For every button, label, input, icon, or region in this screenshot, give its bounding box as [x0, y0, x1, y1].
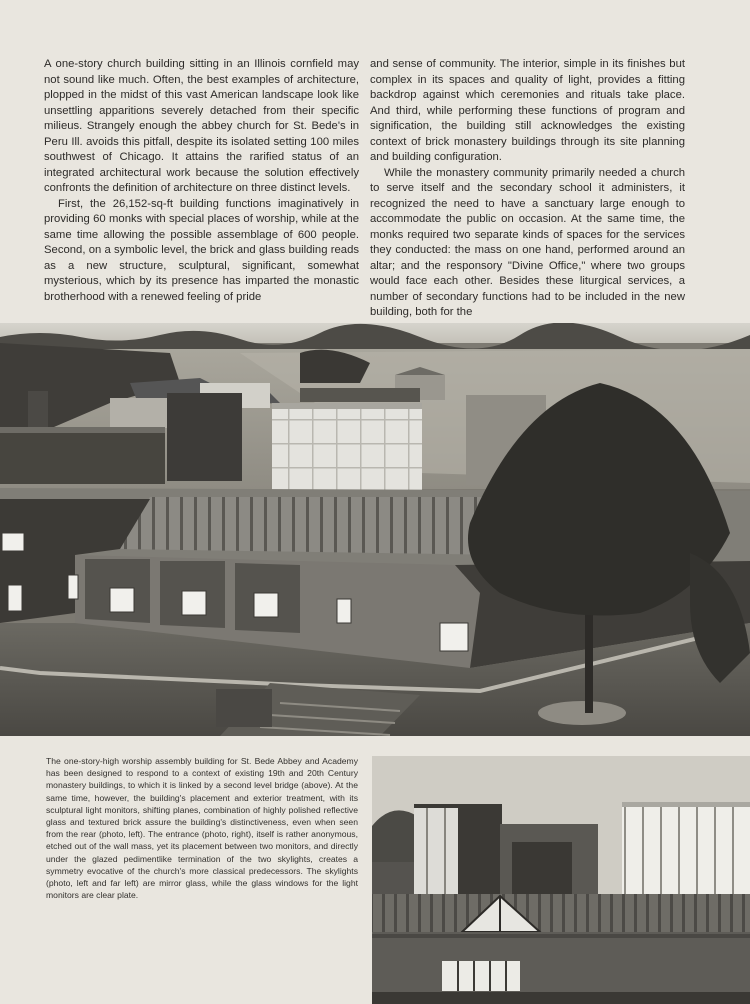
article-paragraph: While the monastery community primarily needed a church to serve itself and the secondary school it administers, it recognized the need to have a sanctuary large enough to accommodate the public on occasion. At the same time, the monks required two separate kinds of spaces for the services they conducted: the mass on one hand, performed around an altar; and the responsory "Divine Office," where two groups would face each other. Besides these liturgical services, a number of secondary functions had to be included in the new building, both for the: [370, 166, 685, 318]
abbey-church-aerial-photo: [0, 323, 750, 736]
photo-caption: The one-story-high worship assembly building for St. Bede Abbey and Academy has been designed to respond to a context of existing 19th and 20th Century monastery buildings, to which it is linked by a second level bridge (above). At the same time, however, the building's placement and exterior treatment, with its sculptural light monitors, shifting planes, combination of highly polished reflective glass and textured brick assure the building's distinctiveness, even when seen from the rear (photo, left). The entrance (photo, right), itself is rather anonymous, etched out of the wall mass, yet its placement between two monitors, and directly under the glazed pedimentlike termination of the two skylights, creates a symmetry evocative of the church's more classical predecessors. The skylights (photo, left and far left) are mirror glass, while the glass windows for the light monitors are clear plate.: [46, 756, 358, 901]
article-column-left: [44, 57, 359, 305]
article-paragraph: First, the 26,152-sq-ft building functions imaginatively in providing 60 monks with special places of worship, while at the same time allowing the possible assemblage of 600 people. Second, on a symbolic level, the brick and glass building reads as a new structure, sculptural, significant, somewhat mysterious, which by its presence has imparted the monastic brotherhood with a renewed feeling of pride: [44, 197, 359, 303]
article-paragraph: A one-story church building sitting in an Illinois cornfield may not sound like much. Often, the best examples of architecture, plopped in the midst of this vast American landscape look like unsettling apparitions severely detached from their specific milieus. Strangely enough the abbey church for St. Bede's in Peru Ill. avoids this pitfall, despite its isolated setting 100 miles southwest of Chicago. It attains the rarified status of an integrated architectural work because the solution effectively confronts the definition of architecture on three distinct levels.: [44, 58, 359, 194]
church-entrance-photo: [372, 756, 750, 1004]
article-paragraph: and sense of community. The interior, simple in its finishes but complex in its spaces and quality of light, provides a fitting backdrop against which ceremonies and rituals take place. And third, while performing these functions of program and signification, the building still acknowledges the existing context of brick monastery buildings through its site planning and building configuration.: [370, 58, 685, 163]
article-column-right: [370, 57, 685, 321]
